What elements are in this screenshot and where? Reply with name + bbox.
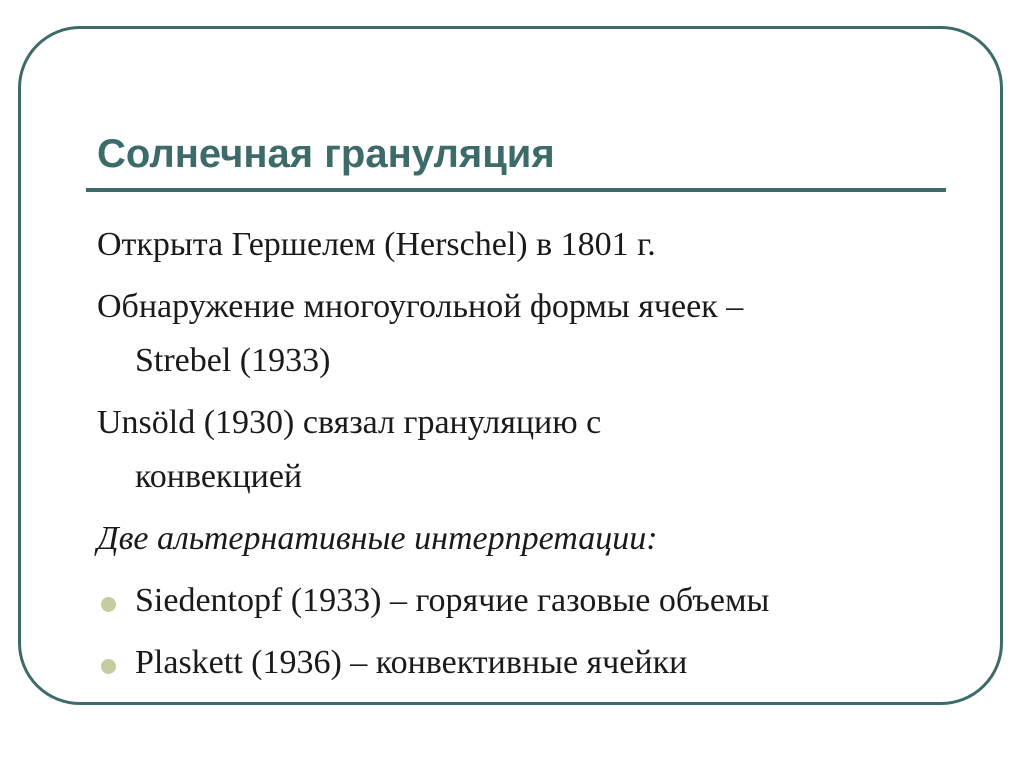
paragraph-discovery-text: Открыта Гершелем (Herschel) в 1801 г. [97, 226, 656, 263]
bullet-item-plaskett-text: Plaskett (1936) – конвективные ячейки [135, 644, 688, 681]
paragraph-interpretations-heading [97, 512, 957, 566]
slide-title: Солнечная грануляция [97, 132, 555, 176]
bullet-dot-icon [101, 659, 116, 674]
bullet-item-plaskett [97, 636, 957, 690]
paragraph-convection-line1: Unsöld (1930) связал грануляцию с [97, 404, 602, 441]
bullet-item-siedentopf [97, 574, 957, 628]
paragraph-interpretations-text: Две альтернативные интерпретации: [97, 520, 658, 557]
bullet-dot-icon [101, 597, 116, 612]
paragraph-discovery [97, 218, 957, 272]
paragraph-polygonal-cells-line2: Strebel (1933) [135, 342, 331, 379]
paragraph-polygonal-cells-line1: Обнаружение многоугольной формы ячеек – [97, 288, 744, 325]
slide-body [97, 218, 957, 698]
paragraph-polygonal-cells [97, 280, 957, 388]
bullet-item-siedentopf-text: Siedentopf (1933) – горячие газовые объемы [135, 582, 770, 619]
paragraph-convection [97, 396, 957, 504]
title-underline [86, 188, 946, 192]
paragraph-convection-line2: конвекцией [135, 458, 303, 495]
